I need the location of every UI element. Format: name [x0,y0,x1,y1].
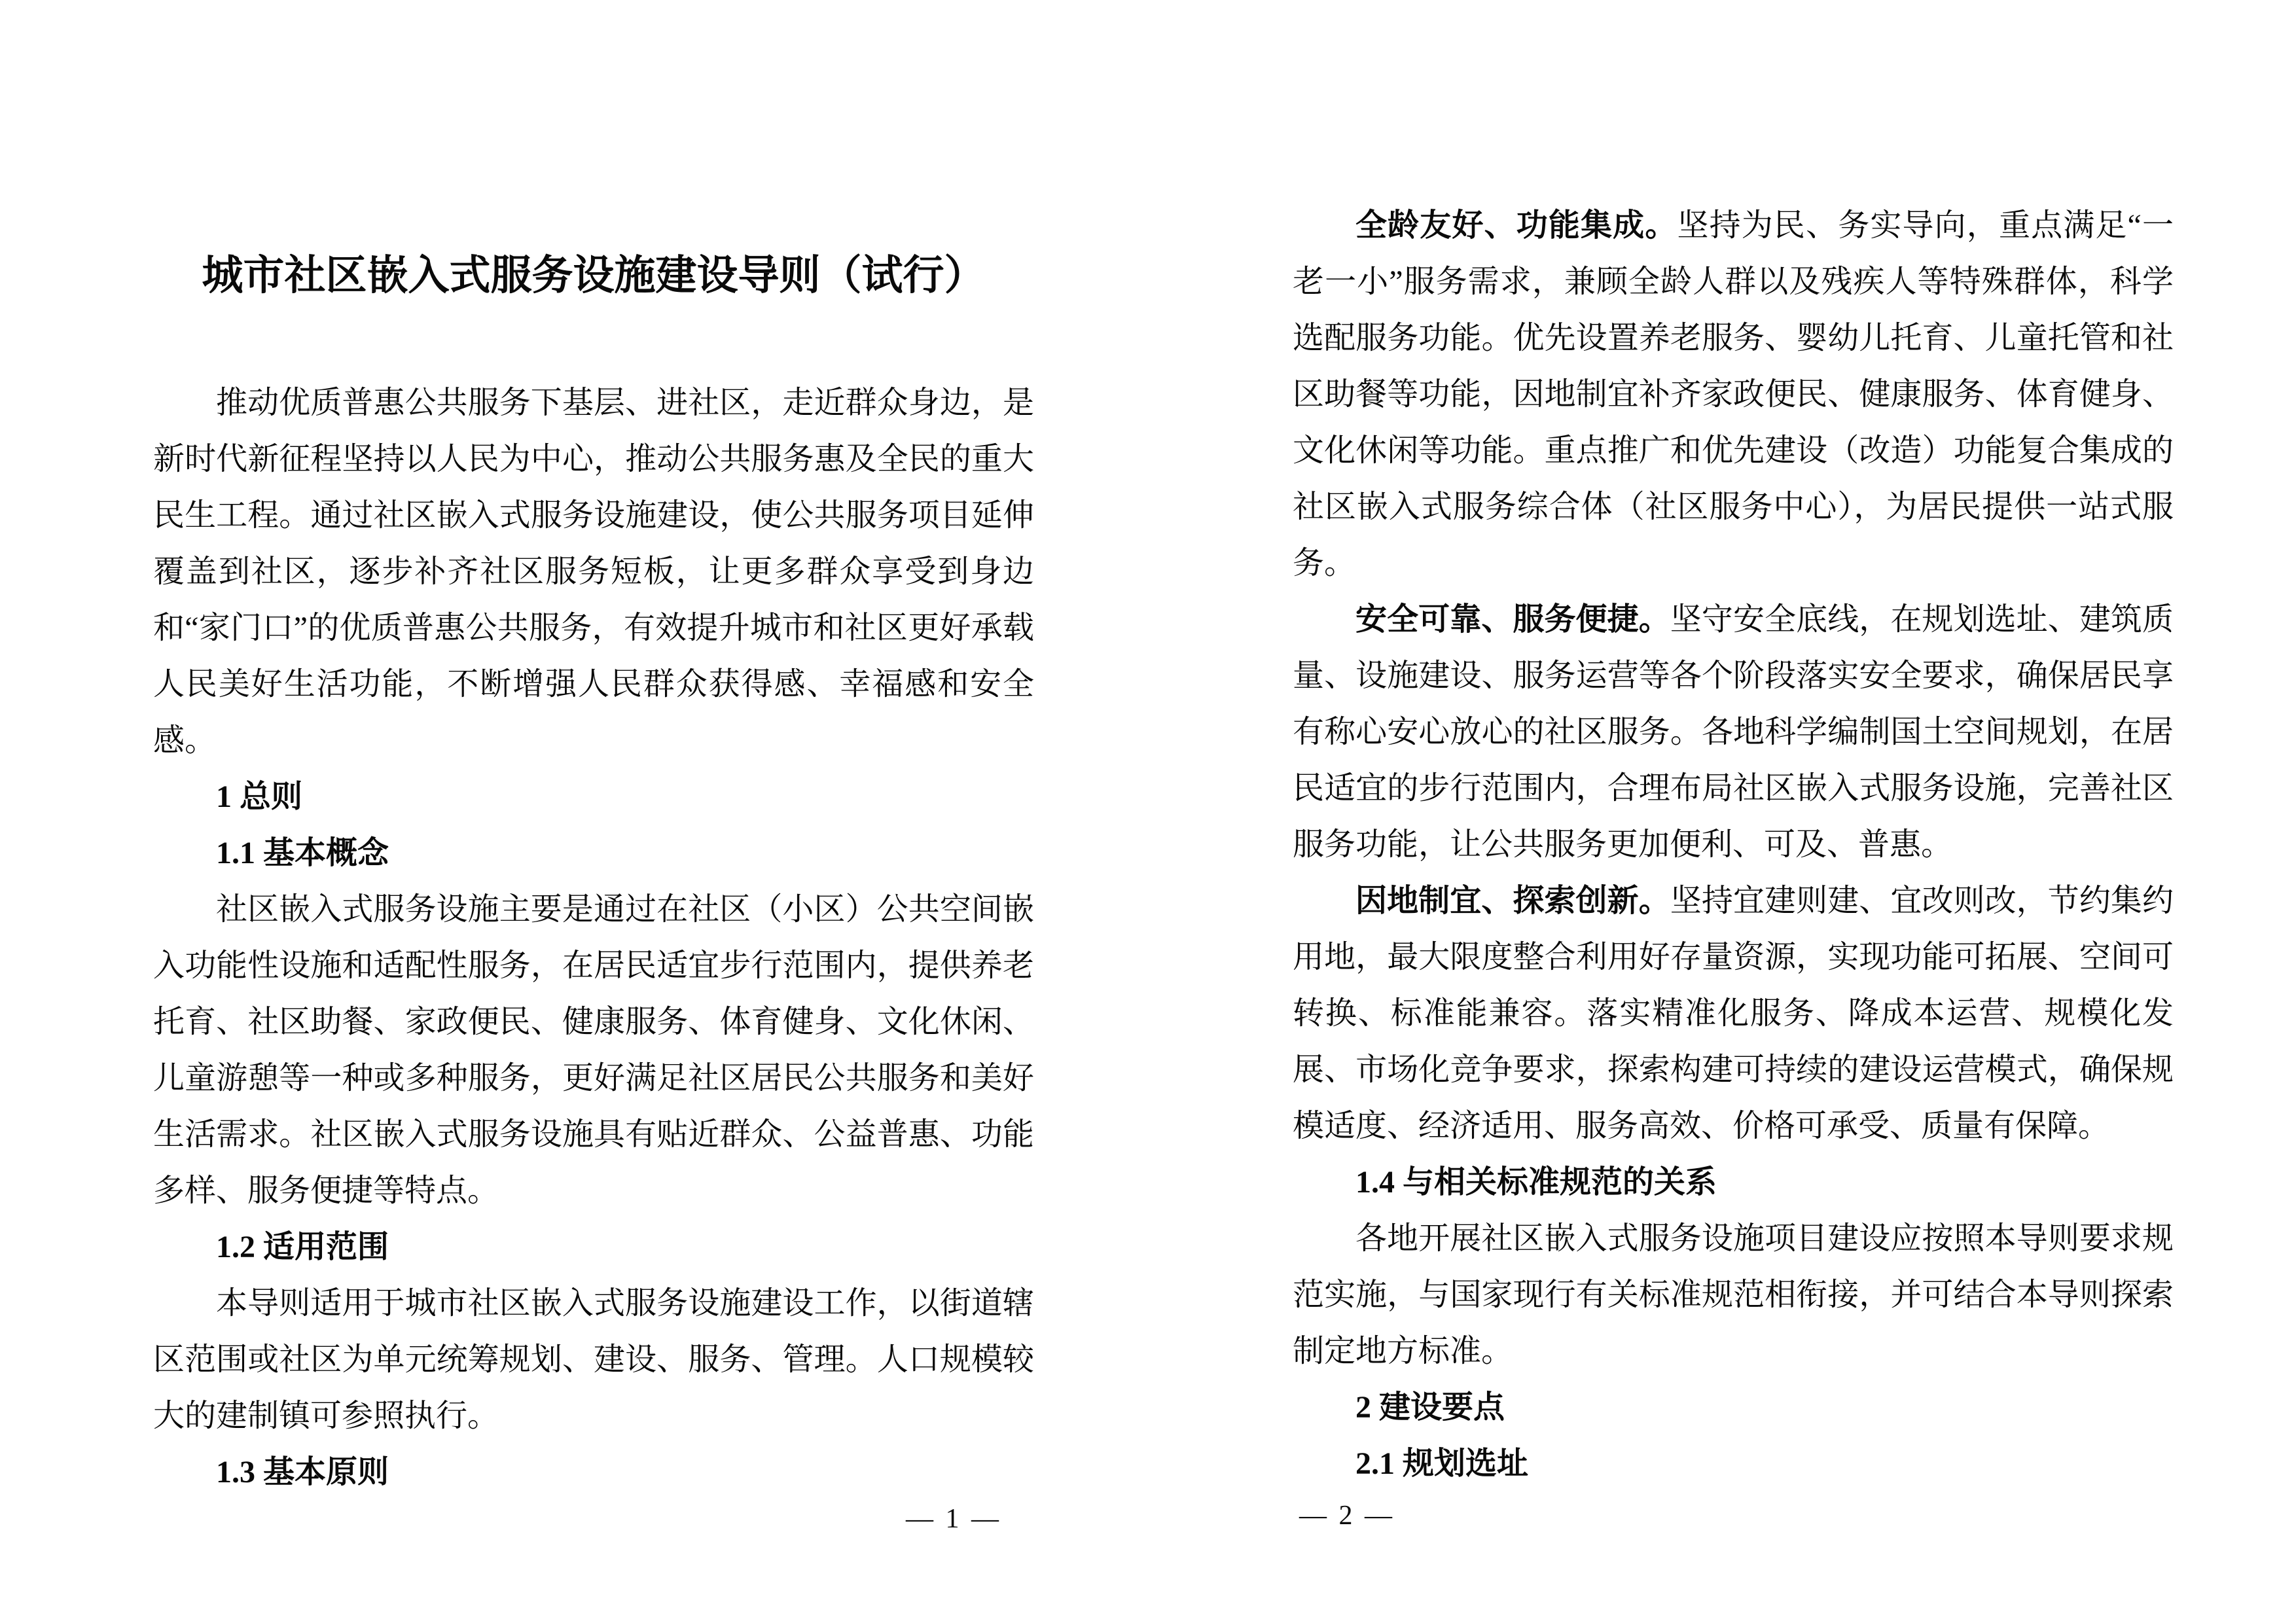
page-2-body [1293,198,2174,1492]
page-1-number: — 1 — [906,1504,1001,1534]
paragraph: 全龄友好、功能集成。坚持为民、务实导向，重点满足“一老一小”服务需求，兼顾全龄人群以及残疾人等特殊群体，科学选配服务功能。优先设置养老服务、婴幼儿托育、儿童托管和社区助餐等功能，因地制宜补齐家政便民、健康服务、体育健身、文化休闲等功能。重点推广和优先建设（改造）功能复合集成的社区嵌入式服务综合体（社区服务中心），为居民提供一站式服务。 [1293,208,2174,580]
page-2-number: — 2 — [1299,1501,1395,1531]
paragraph: 社区嵌入式服务设施主要是通过在社区（小区）公共空间嵌入功能性设施和适配性服务，在居民适宜步行范围内，提供养老托育、社区助餐、家政便民、健康服务、体育健身、文化休闲、儿童游憩等一种或多种服务，更好满足社区居民公共服务和美好生活需求。社区嵌入式服务设施具有贴近群众、公益普惠、功能多样、服务便捷等特点。 [153,892,1034,1208]
paragraph: 本导则适用于城市社区嵌入式服务设施建设工作，以街道辖区范围或社区为单元统筹规划、建设、服务、管理。人口规模较大的建制镇可参照执行。 [153,1286,1034,1433]
section-heading: 1.3 基本原则 [216,1455,389,1489]
paragraph: 安全可靠、服务便捷。坚守安全底线，在规划选址、建筑质量、设施建设、服务运营等各个阶段落实安全要求，确保居民享有称心安心放心的社区服务。各地科学编制国土空间规划，在居民适宜的步行范围内，合理布局社区嵌入式服务设施，完善社区服务功能，让公共服务更加便利、可及、普惠。 [1293,602,2174,862]
section-heading: 1.2 适用范围 [216,1230,389,1264]
paragraph: 推动优质普惠公共服务下基层、进社区，走近群众身边，是新时代新征程坚持以人民为中心，推动公共服务惠及全民的重大民生工程。通过社区嵌入式服务设施建设，使公共服务项目延伸覆盖到社区，逐步补齐社区服务短板，让更多群众享受到身边和“家门口”的优质普惠公共服务，有效提升城市和社区更好承载人民美好生活功能，不断增强人民群众获得感、幸福感和安全感。 [153,385,1034,758]
section-heading: 2.1 规划选址 [1355,1446,1529,1481]
paragraph: 因地制宜、探索创新。坚持宜建则建、宜改则改，节约集约用地，最大限度整合利用好存量资源，实现功能可拓展、空间可转换、标准能兼容。落实精准化服务、降成本运营、规模化发展、市场化竞争要求，探索构建可持续的建设运营模式，确保规模适度、经济适用、服务高效、价格可承受、质量有保障。 [1293,883,2174,1143]
section-heading: 1 总则 [216,779,303,814]
paragraph-lead: 因地制宜、探索创新。 [1355,883,1670,918]
section-heading: 1.4 与相关标准规范的关系 [1355,1165,1717,1200]
section-heading: 2 建设要点 [1355,1390,1505,1425]
paragraph-lead: 安全可靠、服务便捷。 [1355,602,1670,637]
page-1-body [153,375,1034,1501]
paragraph: 各地开展社区嵌入式服务设施项目建设应按照本导则要求规范实施，与国家现行有关标准规范相衔接，并可结合本导则探索制定地方标准。 [1293,1221,2174,1368]
page-2 [1293,198,2174,1535]
paragraph-lead: 全龄友好、功能集成。 [1355,208,1677,243]
page-1 [153,246,1034,1539]
document-title: 城市社区嵌入式服务设施建设导则（试行） [202,253,986,298]
section-heading: 1.1 基本概念 [216,836,389,870]
